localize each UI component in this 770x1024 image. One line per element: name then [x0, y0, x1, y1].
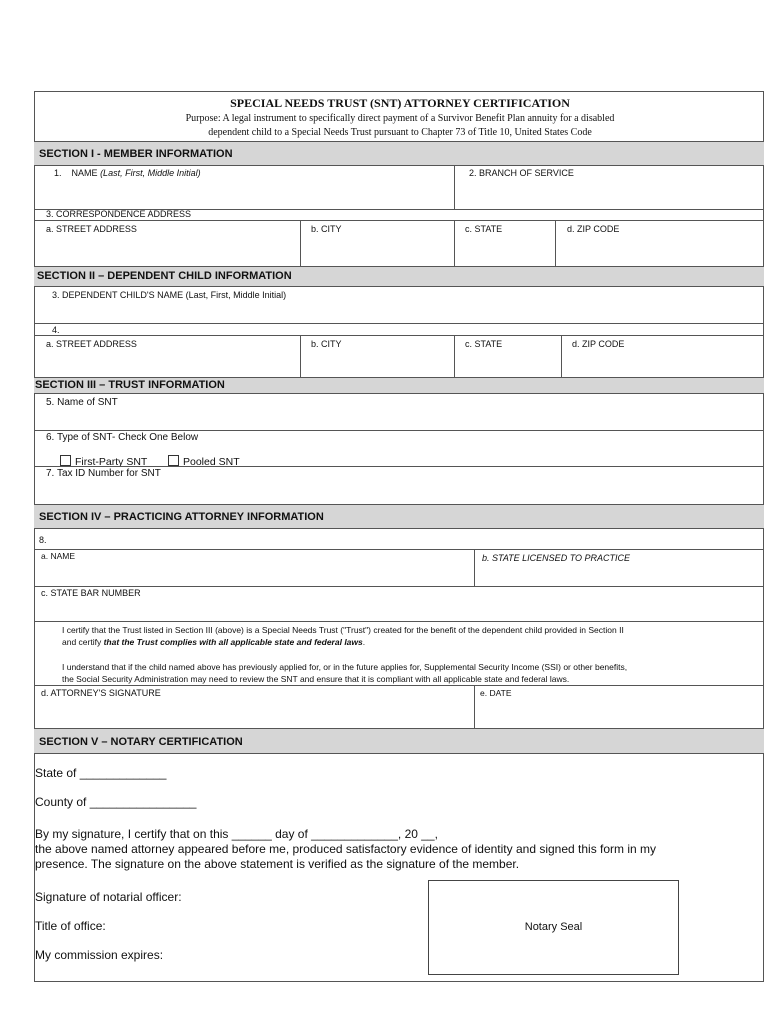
county-of-line[interactable]: County of ________________ [35, 795, 197, 809]
correspondence-address-label: 3. CORRESPONDENCE ADDRESS [46, 209, 192, 219]
divider [561, 335, 562, 377]
child-state-label: c. STATE [465, 339, 503, 349]
attorney-signature-label: d. ATTORNEY'S SIGNATURE [41, 688, 161, 698]
attorney-name-label: a. NAME [41, 551, 76, 561]
member-street-label: a. STREET ADDRESS [46, 224, 137, 234]
complies-text: that the Trust complies with all applicable state and federal laws [103, 637, 363, 647]
member-street-field[interactable] [36, 236, 298, 264]
period: . [362, 637, 366, 647]
attorney-signature-field[interactable] [36, 700, 472, 727]
divider [34, 466, 764, 467]
member-city-label: b. CITY [311, 224, 342, 234]
purpose-line-2: dependent child to a Special Needs Trust pursuant to Chapter 73 of Title 10, United States Code [208, 127, 592, 138]
section-4-header [34, 504, 764, 529]
child-name-label: 3. DEPENDENT CHILD'S NAME (Last, First, Middle Initial) [52, 290, 287, 300]
section-4-title: SECTION IV – PRACTICING ATTORNEY INFORMATION [39, 511, 324, 523]
member-city-field[interactable] [302, 236, 452, 264]
member-name-num: 1. [54, 168, 62, 178]
member-state-label: c. STATE [465, 224, 503, 234]
member-zip-field[interactable] [557, 236, 762, 264]
member-name-hint: (Last, First, Middle Initial) [100, 168, 201, 178]
child-zip-field[interactable] [563, 351, 762, 376]
child-street-label: a. STREET ADDRESS [46, 339, 137, 349]
attorney-certification-line-2 [62, 637, 365, 647]
tax-id-field[interactable] [36, 481, 762, 503]
child-city-label: b. CITY [311, 339, 342, 349]
divider [300, 335, 301, 377]
form-title: SPECIAL NEEDS TRUST (SNT) ATTORNEY CERTIFICATION [230, 96, 570, 110]
notary-statement-line-1: By my signature, I certify that on this ______ day of _____________, 20 __, [35, 827, 438, 841]
section-1-header [34, 141, 764, 166]
section-3-title: SECTION III – TRUST INFORMATION [35, 379, 225, 391]
member-zip-label: d. ZIP CODE [567, 224, 620, 234]
child-zip-label: d. ZIP CODE [572, 339, 625, 349]
notary-statement-line-3: presence. The signature on the above statement is verified as the signature of the member. [35, 857, 520, 871]
divider [454, 166, 455, 209]
pooled-checkbox[interactable] [168, 455, 179, 466]
pooled-label: Pooled SNT [183, 456, 240, 468]
state-licensed-field[interactable] [476, 563, 762, 585]
branch-of-service-field[interactable] [456, 180, 762, 208]
first-party-label: First-Party SNT [75, 456, 148, 468]
divider [454, 335, 455, 377]
tax-id-label: 7. Tax ID Number for SNT [46, 468, 161, 479]
divider [555, 220, 556, 266]
child-name-field[interactable] [36, 302, 762, 322]
first-party-checkbox[interactable] [60, 455, 71, 466]
child-street-field[interactable] [36, 351, 298, 376]
divider [34, 621, 764, 622]
section-5-header [34, 728, 764, 754]
section-3-header [34, 377, 764, 394]
snt-type-label: 6. Type of SNT- Check One Below [46, 432, 199, 443]
divider [34, 586, 764, 587]
member-name-text: NAME [71, 168, 98, 178]
member-name-field[interactable] [36, 180, 452, 208]
section-5-title: SECTION V – NOTARY CERTIFICATION [39, 736, 243, 748]
divider [454, 220, 455, 266]
bar-number-field[interactable] [36, 600, 762, 620]
commission-expires-label: My commission expires: [35, 948, 164, 962]
attorney-section-number: 8. [39, 535, 47, 545]
state-of-line[interactable]: State of _____________ [35, 766, 167, 780]
divider [34, 549, 764, 550]
notary-statement-line-2: the above named attorney appeared before me, produced satisfactory evidence of identity and signed this form in my [35, 842, 657, 856]
attorney-certification-line-1: I certify that the Trust listed in Section III (above) is a Special Needs Trust ("Trust") created for the benefit of the dependent child provided in Section II [62, 625, 624, 635]
date-field[interactable] [476, 700, 762, 727]
section-2-header [34, 266, 764, 287]
snt-name-field[interactable] [36, 410, 762, 429]
branch-of-service-label: 2. BRANCH OF SERVICE [469, 168, 574, 178]
section-2-title: SECTION II – DEPENDENT CHILD INFORMATION [37, 270, 292, 282]
child-city-field[interactable] [302, 351, 452, 376]
child-state-field[interactable] [456, 351, 559, 376]
divider [300, 220, 301, 266]
divider [474, 549, 475, 586]
state-licensed-label: b. STATE LICENSED TO PRACTICE [482, 553, 631, 563]
notarial-officer-signature-label: Signature of notarial officer: [35, 890, 182, 904]
notary-seal-label: Notary Seal [524, 921, 583, 933]
certify-text: and certify [62, 637, 104, 647]
bar-number-label: c. STATE BAR NUMBER [41, 588, 141, 598]
divider [34, 430, 764, 431]
date-label: e. DATE [480, 688, 512, 698]
ssi-notice-line-1: I understand that if the child named above has previously applied for, or in the future applies for, Supplemental Security Income (SSI) or other benefits, [62, 662, 628, 672]
divider [474, 685, 475, 728]
member-state-field[interactable] [456, 236, 553, 264]
divider [34, 335, 764, 336]
purpose-line-1: Purpose: A legal instrument to specifically direct payment of a Survivor Benefit Plan annuity for a disabled [185, 113, 615, 124]
member-name-label [54, 168, 201, 178]
section-1-title: SECTION I - MEMBER INFORMATION [39, 148, 233, 160]
divider [34, 220, 764, 221]
title-of-office-label: Title of office: [35, 919, 106, 933]
divider [34, 323, 764, 324]
divider [34, 685, 764, 686]
ssi-notice-line-2: the Social Security Administration may need to review the SNT and ensure that it is compliant with all applicable state and federal laws. [62, 674, 570, 684]
snt-name-label: 5. Name of SNT [46, 397, 118, 408]
attorney-name-field[interactable] [36, 563, 472, 585]
child-address-label: 4. [52, 325, 60, 335]
